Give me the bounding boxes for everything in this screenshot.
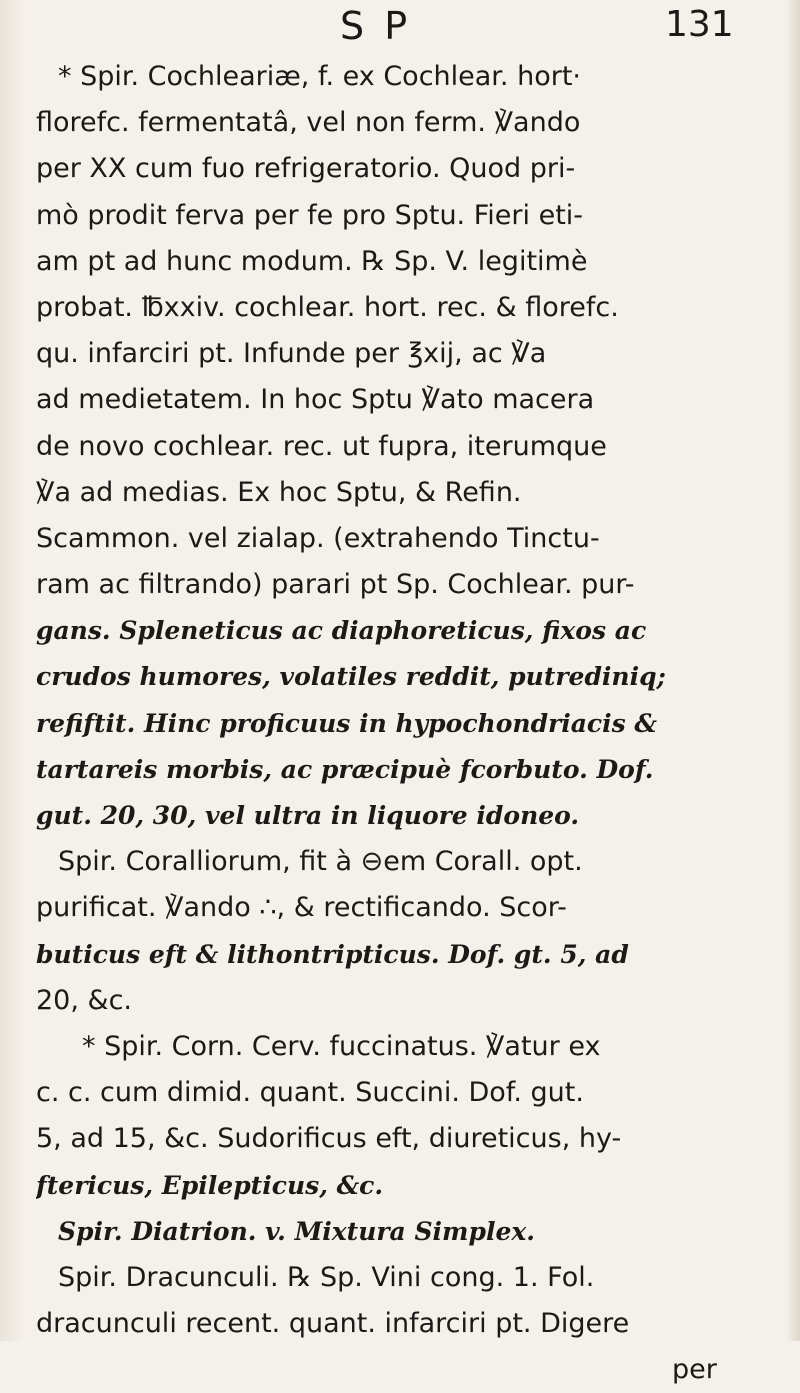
text-line: mò prodit ferva per fe pro Sptu. Fieri eti- — [36, 199, 584, 231]
page-number: 131 — [665, 4, 734, 45]
page-gutter — [0, 0, 26, 1341]
running-header — [0, 4, 800, 52]
text-line: gut. 20, 30, vel ultra in liquore idoneo. — [36, 801, 580, 830]
text-line: ad medietatem. In hoc Sptu ℣ato macera — [36, 384, 595, 416]
text-line: qu. infarciri pt. Infunde per ℥xij, ac ℣a — [36, 338, 547, 370]
text-line: c. c. cum dimid. quant. Succini. Dof. gut. — [36, 1077, 584, 1109]
text-line: florefc. fermentatâ, vel non ferm. ℣ando — [36, 107, 581, 139]
page-edge — [786, 0, 800, 1341]
text-line: * Spir. Corn. Cerv. fuccinatus. ℣atur ex — [82, 1030, 601, 1062]
text-line: refiftit. Hinc proficuus in hypochondriacis & — [36, 708, 657, 738]
text-line: buticus eft & lithontripticus. Dof. gt. 5, ad — [36, 939, 629, 969]
text-line: de novo cochlear. rec. ut fupra, iterumque — [36, 430, 607, 462]
text-line: per XX cum fuo refrigeratorio. Quod pri- — [36, 153, 576, 185]
text-line: Scammon. vel zialap. (extrahendo Tinctu- — [36, 522, 600, 554]
text-line: * Spir. Cochleariæ, f. ex Cochlear. hort· — [58, 61, 581, 92]
text-line: Spir. Diatrion. v. Mixtura Simplex. — [58, 1216, 535, 1246]
text-line: dracunculi recent. quant. infarciri pt. Digere — [36, 1308, 630, 1340]
text-line: ram ac filtrando) parari pt Sp. Cochlear. pur- — [36, 569, 635, 601]
section-letters: S P — [340, 4, 412, 48]
text-line: crudos humores, volatiles reddit, putrediniq; — [36, 662, 666, 692]
text-line: gans. Spleneticus ac diaphoreticus, fixos ac — [36, 616, 647, 646]
text-line: Spir. Dracunculi. ℞ Sp. Vini cong. 1. Fol. — [58, 1261, 595, 1293]
text-line: tartareis morbis, ac præcipuè fcorbuto. Dof. — [36, 754, 654, 784]
text-line: ℣a ad medias. Ex hoc Sptu, & Refin. — [36, 476, 522, 508]
text-line: Spir. Coralliorum, fit à ⊖em Corall. opt. — [58, 846, 583, 878]
text-line: purificat. ℣ando ∴, & rectificando. Scor- — [36, 892, 567, 924]
catchword: per — [672, 1354, 717, 1386]
body-text — [36, 54, 752, 1393]
text-line: 20, &c. — [36, 984, 133, 1016]
text-line: 5, ad 15, &c. Sudorificus eft, diureticus, hy- — [36, 1123, 622, 1155]
text-line: am pt ad hunc modum. ℞ Sp. V. legitimè — [36, 245, 588, 277]
text-line: ftericus, Epilepticus, &c. — [36, 1170, 384, 1200]
text-line: probat. ℔xxiv. cochlear. hort. rec. & florefc. — [36, 291, 619, 323]
